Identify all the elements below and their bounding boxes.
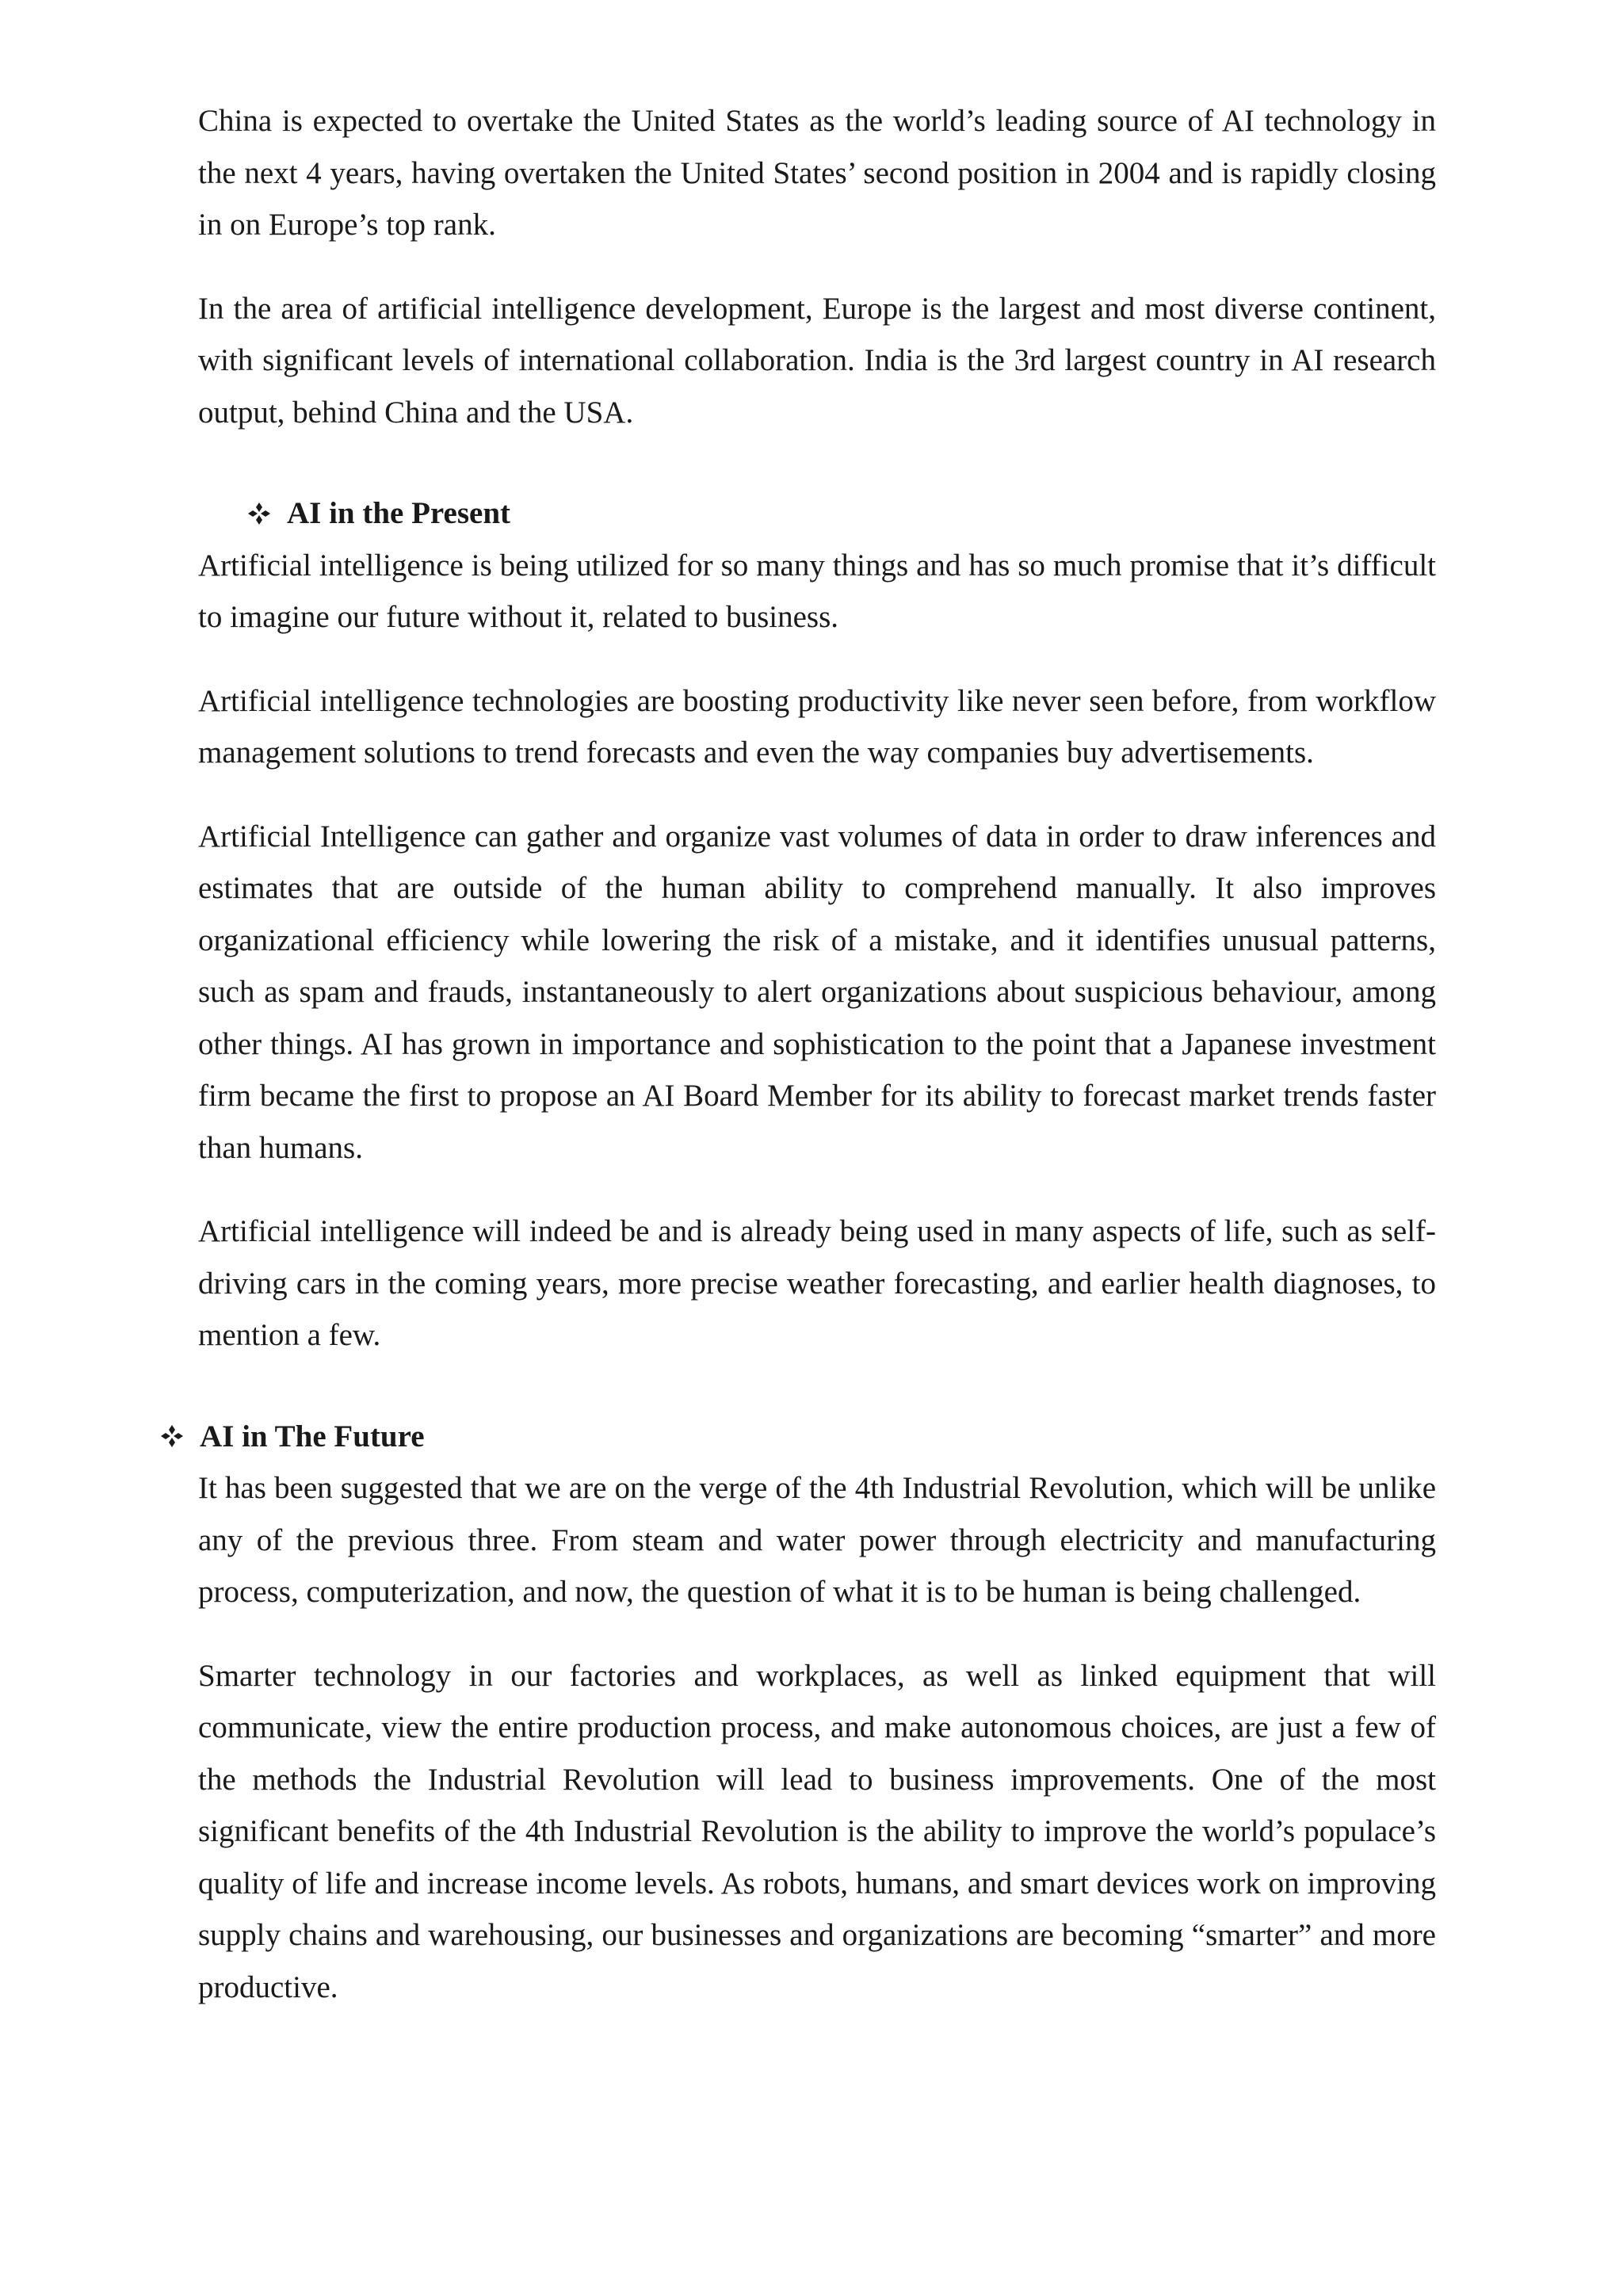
future-paragraph-1: It has been suggested that we are on the verge of the 4th Industrial Revolution, which will be unlike any of the previous three. From steam and water power through electricity and manufacturing process, computerization, and now, the question of what it is to be human is being challenged.: [198, 1471, 1436, 1609]
diamond-bullet-icon: [160, 1424, 184, 1448]
section-heading-future: [160, 1411, 1436, 1463]
present-paragraph-3: Artificial Intelligence can gather and organize vast volumes of data in order to draw inferences and estimates that are outside of the human ability to comprehend manually. It also improves organizational efficiency while lowering the risk of a mistake, and it identifies unusual patterns, such as spam and frauds, instantaneously to alert organizations about suspicious behaviour, among other things. AI has grown in importance and sophistication to the point that a Japanese investment firm became the first to propose an AI Board Member for its ability to forecast market trends faster than humans.: [198, 819, 1436, 1165]
present-paragraph-4: Artificial intelligence will indeed be and is already being used in many aspects of life, such as self-driving cars in the coming years, more precise weather forecasting, and earlier health diagnoses, to mention a few.: [198, 1214, 1436, 1352]
diamond-bullet-icon: [247, 502, 271, 525]
intro-paragraph-1: China is expected to overtake the United States as the world’s leading source of AI technology in the next 4 years, having overtaken the United States’ second position in 2004 and is rapidly closing in on Europe’s top rank.: [198, 104, 1436, 242]
section-heading-future-text: AI in The Future: [200, 1419, 425, 1454]
document-body: [198, 95, 1436, 2045]
present-paragraph-1: Artificial intelligence is being utilized for so many things and has so much promise that it’s difficult to imagine our future without it, related to business.: [198, 548, 1436, 634]
present-paragraph-2: Artificial intelligence technologies are boosting productivity like never seen before, from workflow management solutions to trend forecasts and even the way companies buy advertisements.: [198, 683, 1436, 770]
section-heading-present: [247, 487, 1436, 540]
section-heading-present-text: AI in the Present: [287, 496, 511, 530]
intro-paragraph-2: In the area of artificial intelligence development, Europe is the largest and most diverse continent, with significant levels of international collaboration. India is the 3rd largest country in AI research output, behind China and the USA.: [198, 291, 1436, 430]
future-paragraph-2: Smarter technology in our factories and workplaces, as well as linked equipment that will communicate, view the entire production process, and make autonomous choices, are just a few of the methods the Industrial Revolution will lead to business improvements. One of the most significant benefits of the 4th Industrial Revolution is the ability to improve the world’s populace’s quality of life and increase income levels. As robots, humans, and smart devices work on improving supply chains and warehousing, our businesses and organizations are becoming “smarter” and more productive.: [198, 1658, 1436, 2004]
